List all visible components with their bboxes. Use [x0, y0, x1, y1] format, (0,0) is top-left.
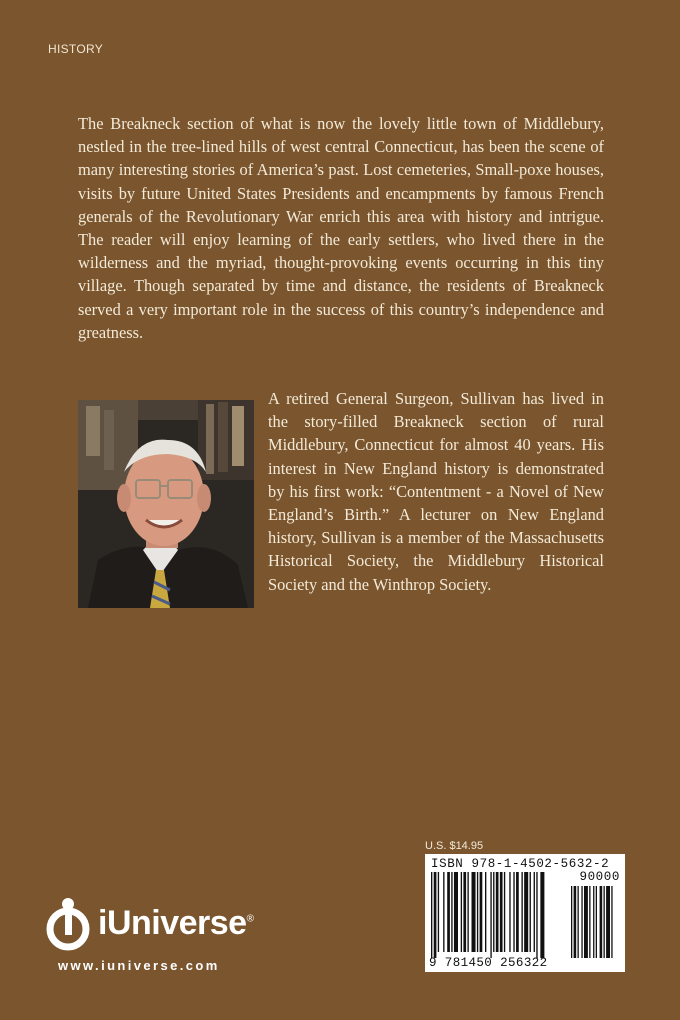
- barcode-addon-number: 90000: [579, 870, 620, 884]
- publisher-url: www.iuniverse.com: [58, 958, 220, 973]
- iuniverse-logo-icon: [46, 895, 94, 951]
- book-description: The Breakneck section of what is now the lovely little town of Middlebury, nestled in the tree-lined hills of west central Connecticut, has been the scene of many interesting stories of America’s past. Lost cemeteries, Small-poxe houses, visits by future United States Presidents and encampments by famous French generals of the Revolutionary War enrich this area with history and intrigue. The reader will enjoy learning of the early settlers, who lived there in the wilderness and the myriad, thought-provoking events occurring in this tiny village. Though separated by time and distance, the residents of Breakneck served a very important role in the success of this country’s independence and greatness.: [78, 114, 604, 342]
- ean-number: 9 781450 256322: [429, 956, 548, 970]
- author-photo: [78, 400, 254, 608]
- price-label: U.S. $14.95: [425, 840, 484, 852]
- author-bio: A retired General Surgeon, Sullivan has lived in the story-filled Breakneck section of rural Middlebury, Connecticut for almost 40 years. His interest in New England history is demonstrated by his first work: “Contentment - a Novel of New England’s Birth.” A lecturer on New England history, Sullivan is a member of the Massachusetts Historical Society, the Middlebury Historical Society and the Winthrop Society.: [268, 389, 604, 594]
- isbn-text: ISBN 978-1-4502-5632-2: [431, 857, 610, 871]
- publisher-name: iUniverse®: [98, 903, 254, 942]
- publisher-logo: [46, 895, 253, 951]
- registered-mark: ®: [246, 913, 254, 925]
- barcode-icon: [425, 854, 625, 972]
- category-label: HISTORY: [48, 42, 104, 56]
- isbn-barcode: [425, 854, 625, 972]
